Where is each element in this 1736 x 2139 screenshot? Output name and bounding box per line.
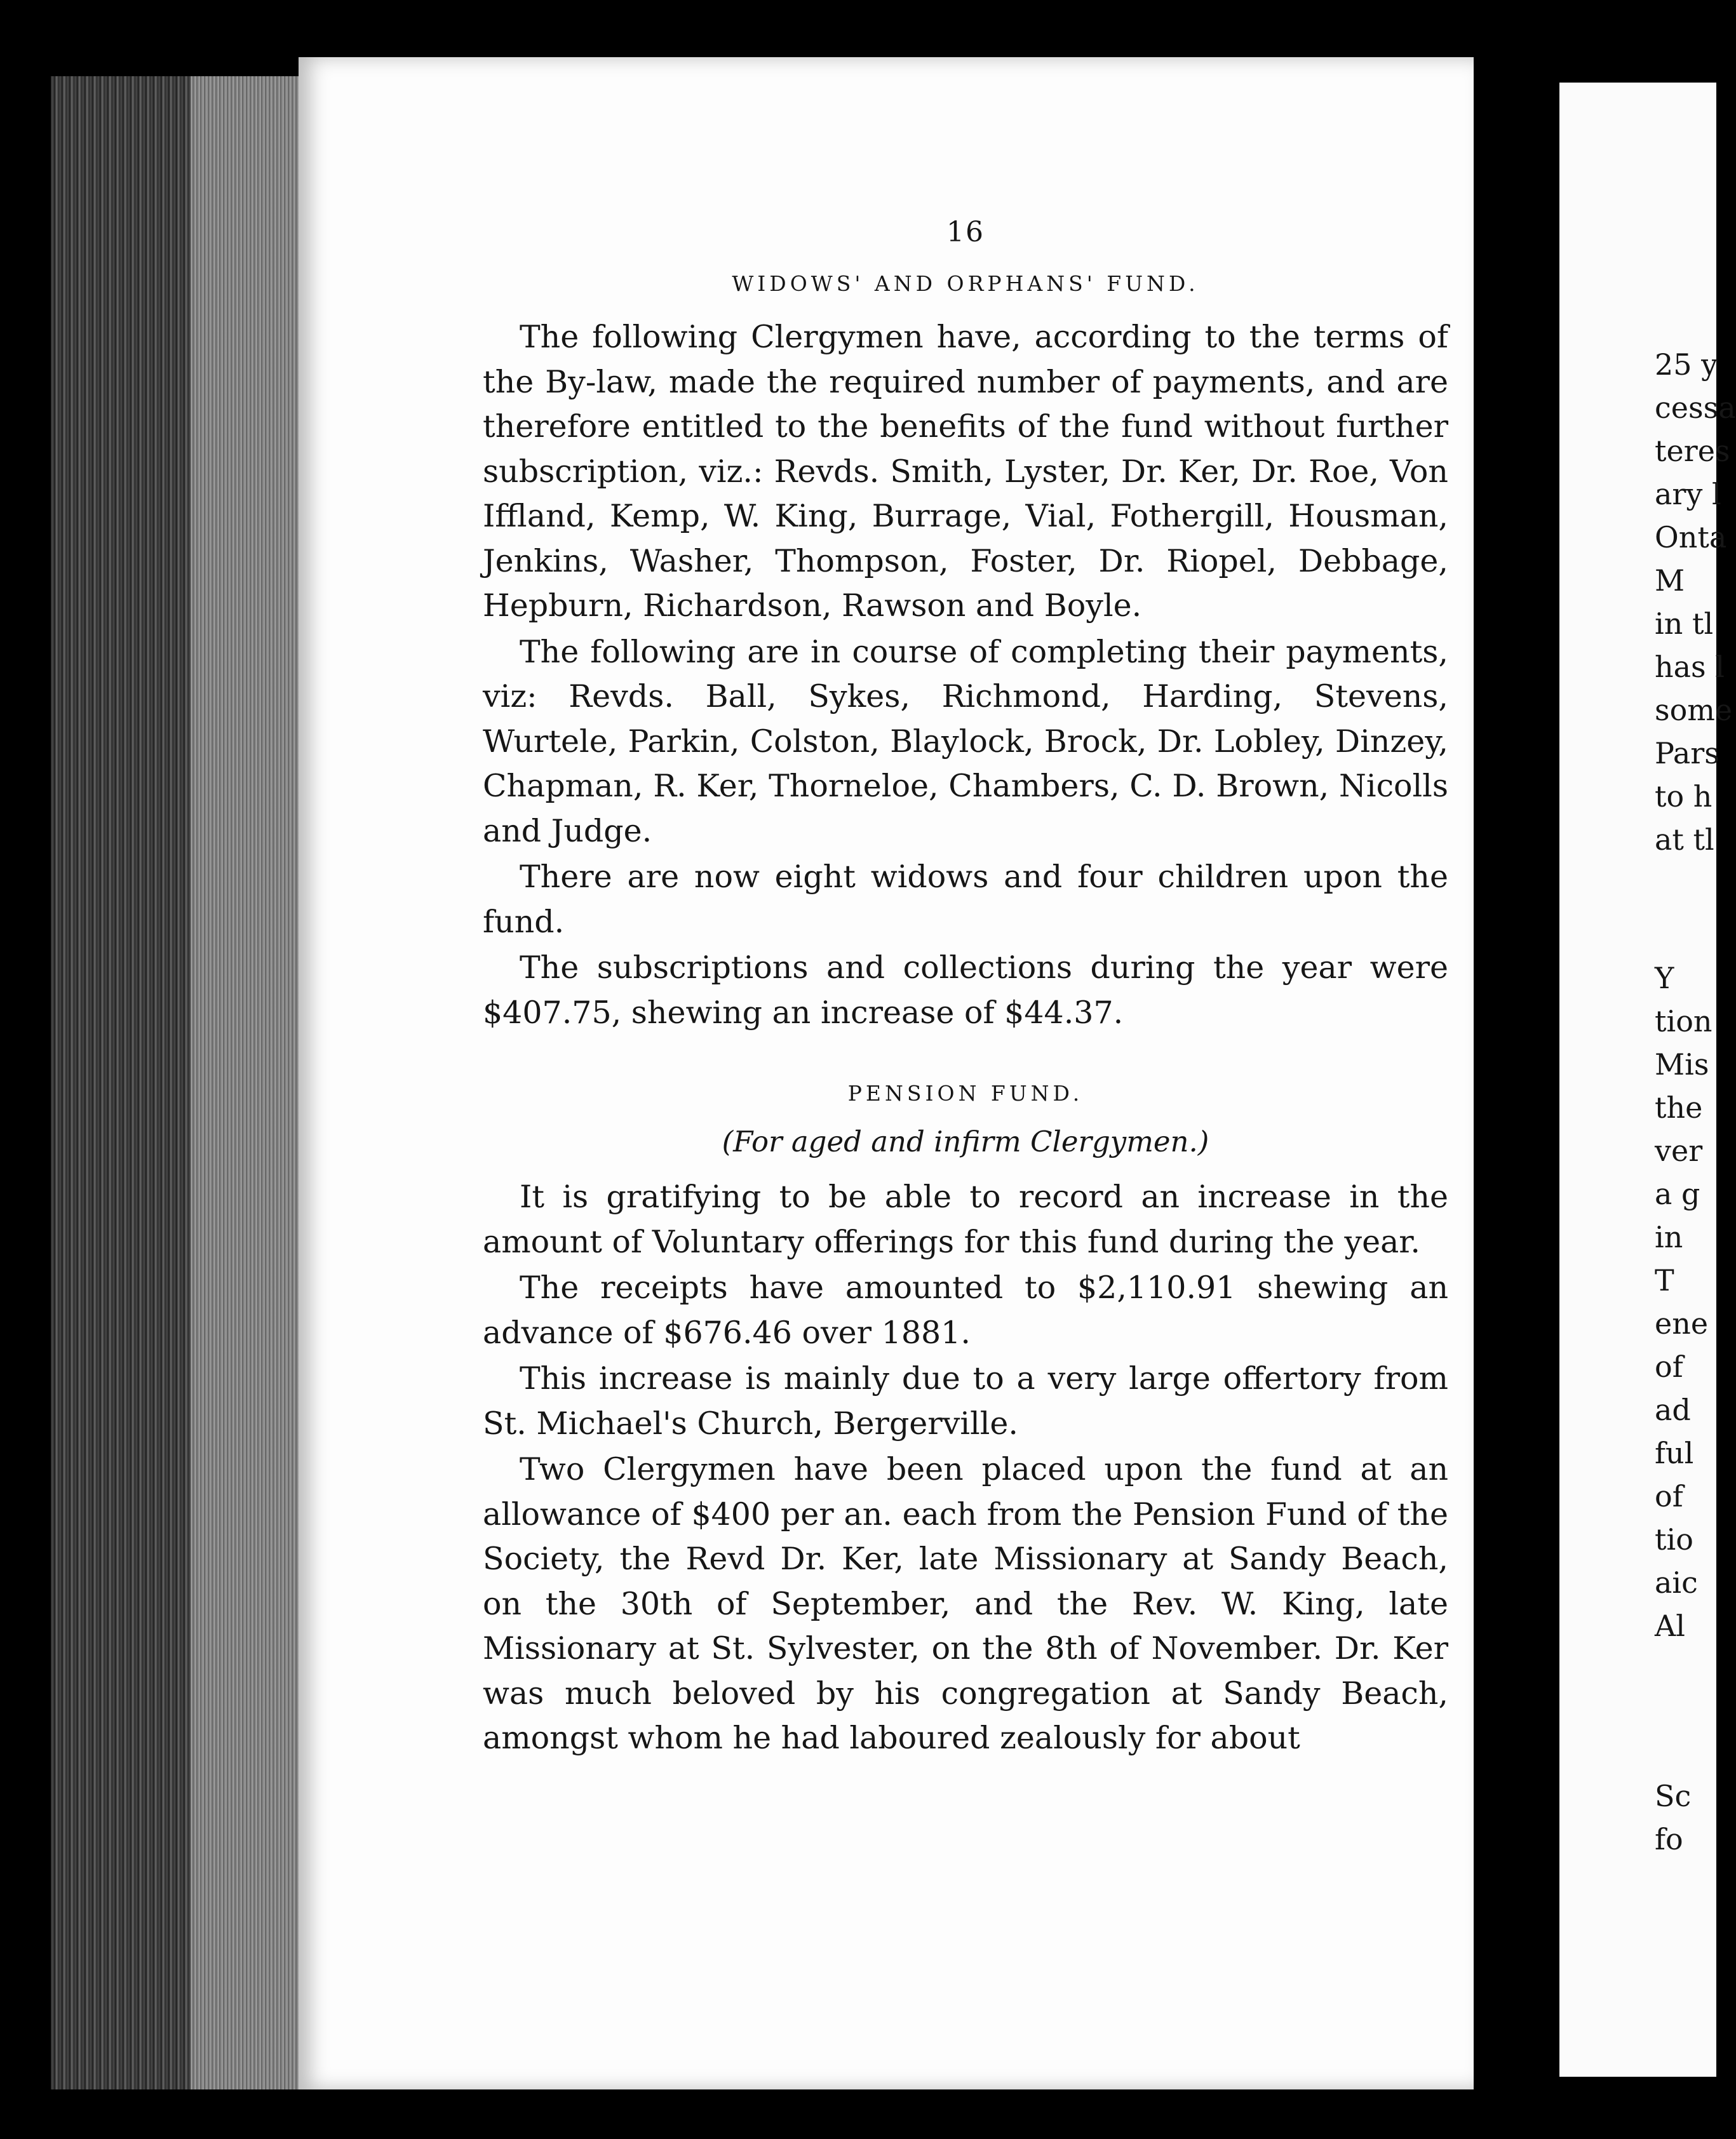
facing-page-line: Mis bbox=[1655, 1047, 1709, 1082]
facing-page-line: ene bbox=[1655, 1306, 1709, 1341]
facing-page-line: Onta bbox=[1655, 520, 1727, 554]
left-page-text bbox=[483, 216, 1448, 1762]
pension-fund-paragraph: Two Clergymen have been placed upon the fund at an allowance of $400 per an. each from the Pension Fund of the Society, the Revd Dr. Ker, late Missionary at Sandy Beach, on the 30th of September, and the Rev. W. King, late Missionary at St. Sylvester, on the 8th of November. Dr. Ker was much beloved by his congregation at Sandy Beach, amongst whom he had laboured zealously for about bbox=[483, 1451, 1448, 1756]
widows-fund-paragraph: The following are in course of completing their payments, viz: Revds. Ball, Sykes, Richmond, Harding, Stevens, Wurtele, Parkin, Colston, Blaylock, Brock, Dr. Lobley, Dinzey, Chapman, R. Ker, Thorneloe, Chambers, C. D. Brown, Nicolls and Judge. bbox=[483, 633, 1448, 849]
facing-page-line: of bbox=[1655, 1479, 1683, 1513]
pension-fund-paragraph: This increase is mainly due to a very large offertory from St. Michael's Church, Bergerville. bbox=[483, 1360, 1448, 1442]
pension-fund-subheading: (For aged and infirm Clergymen.) bbox=[722, 1125, 1209, 1158]
widows-fund-heading: WIDOWS' AND ORPHANS' FUND. bbox=[732, 271, 1199, 296]
facing-page-line: in bbox=[1655, 1220, 1683, 1254]
facing-page-line: fo bbox=[1655, 1822, 1683, 1856]
facing-page-line: aic bbox=[1655, 1566, 1698, 1600]
facing-page-line: ary l bbox=[1655, 477, 1721, 511]
facing-page-line: ful bbox=[1655, 1436, 1694, 1470]
page-number: 16 bbox=[946, 216, 985, 248]
pension-fund-paragraph: The receipts have amounted to $2,110.91 shewing an advance of $676.46 over 1881. bbox=[483, 1270, 1448, 1351]
facing-page-line: the bbox=[1655, 1090, 1703, 1125]
facing-page-line: Al bbox=[1655, 1609, 1685, 1643]
pension-fund-heading: PENSION FUND. bbox=[847, 1081, 1084, 1106]
facing-page-line: in tl bbox=[1655, 607, 1714, 641]
facing-page-line: of bbox=[1655, 1350, 1683, 1384]
facing-page-line: tio bbox=[1655, 1522, 1693, 1557]
facing-page-line: to h bbox=[1655, 779, 1712, 814]
facing-page-line: T bbox=[1655, 1263, 1674, 1297]
facing-page-line: ver bbox=[1655, 1134, 1703, 1168]
facing-page-line: a g bbox=[1655, 1177, 1700, 1211]
facing-page-line: at tl bbox=[1655, 822, 1714, 857]
facing-page-line: cessa bbox=[1655, 391, 1736, 425]
facing-page-line: 25 y bbox=[1655, 347, 1718, 382]
facing-page-line: ad bbox=[1655, 1393, 1691, 1427]
facing-page-text bbox=[1655, 343, 1736, 1861]
pension-fund-paragraph: It is gratifying to be able to record an increase in the amount of Voluntary offerings for this fund during the year. bbox=[483, 1179, 1448, 1260]
facing-page-line: tion bbox=[1655, 1004, 1712, 1038]
facing-page-line: Pars bbox=[1655, 736, 1719, 770]
widows-fund-paragraph: The subscriptions and collections during the year were $407.75, shewing an increase of $44.37. bbox=[483, 949, 1448, 1031]
facing-page-line: some bbox=[1655, 693, 1733, 727]
facing-page-line: M bbox=[1655, 563, 1685, 598]
facing-page-line: teres bbox=[1655, 434, 1730, 468]
facing-page-line: Y bbox=[1655, 961, 1674, 995]
widows-fund-paragraph: The following Clergymen have, according to the terms of the By-law, made the required number of payments, and are therefore entitled to the benefits of the fund without further subscription, viz.: Revds. Smith, Lyster, Dr. Ker, Dr. Roe, Von Iffland, Kemp, W. King, Burrage, Vial, Fothergill, Housman, Jenkins, Washer, Thompson, Foster, Dr. Riopel, Debbage, Hepburn, Richardson, Rawson and Boyle. bbox=[483, 319, 1448, 624]
facing-page-line: has l bbox=[1655, 650, 1725, 684]
facing-page bbox=[1559, 83, 1736, 2077]
facing-page-line: Sc bbox=[1655, 1779, 1692, 1813]
widows-fund-paragraph: There are now eight widows and four children upon the fund. bbox=[483, 859, 1448, 940]
book-page-edges bbox=[51, 76, 305, 2089]
